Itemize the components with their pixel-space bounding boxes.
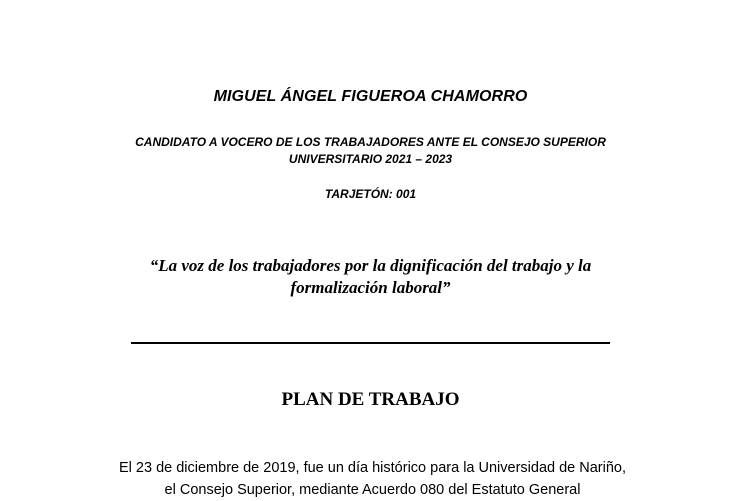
- role-line-1: CANDIDATO A VOCERO DE LOS TRABAJADORES ANTE EL CONSEJO SUPERIOR: [135, 135, 606, 149]
- paragraph-line-1: El 23 de diciembre de 2019, fue un día histórico para la Universidad de Nariño,: [119, 460, 626, 476]
- role-line-2: UNIVERSITARIO 2021 – 2023: [288, 152, 453, 166]
- section-title: PLAN DE TRABAJO: [281, 389, 460, 410]
- paragraph-line-2: el Consejo Superior, mediante Acuerdo 080 del Estatuto General: [164, 482, 581, 498]
- slogan-line-1: “La voz de los trabajadores por la dignificación del trabajo y la: [149, 256, 592, 275]
- slogan-line-2: formalización laboral”: [290, 278, 451, 297]
- ballot-number: TARJETÓN: 001: [324, 187, 417, 201]
- body-paragraph: [100, 457, 645, 501]
- divider-line: [131, 342, 610, 344]
- candidate-role: [0, 134, 741, 168]
- candidate-name: MIGUEL ÁNGEL FIGUEROA CHAMORRO: [213, 88, 528, 105]
- slogan: [0, 255, 741, 299]
